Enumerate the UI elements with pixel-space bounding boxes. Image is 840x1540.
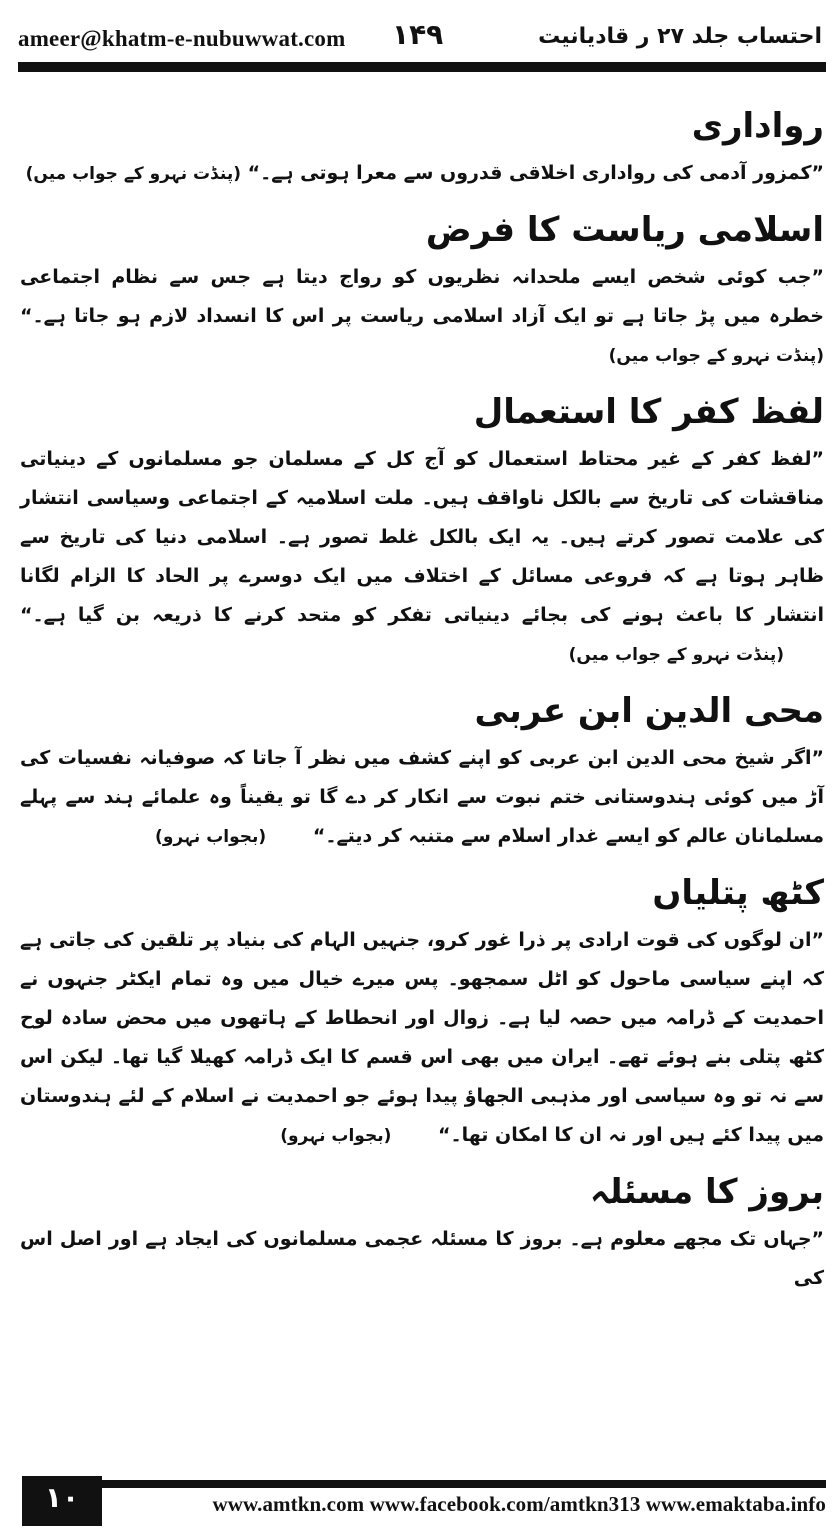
quote-attribution: (پنڈت نہرو کے جواب میں) [25,164,241,184]
quote-puppets [20,921,824,1156]
book-title: احتساب جلد ۲۷ ر قادیانیت [538,24,822,49]
quote-text: ”لفظ کفر کے غیر محتاط استعمال کو آج کل کے مسلمان جو مسلمانوں کے دینیاتی مناقشات کی تاریخ سے بالکل ناواقف ہیں۔ ملت اسلامیہ کے اجتماعی وسیاسی انتشار کی علامت تصور کرتے ہیں۔ یہ ایک بالکل غلط تصور ہے۔ اسلامی دنیا کی تاریخ سے ظاہر ہوتا ہے کہ فروعی مسائل کے اختلاف میں ایک دوسرے پر الحاد کا الزام لگانا انتشار کا باعث ہونے کی بجائے دینیاتی تفکر کو متحد کرنے کا ذریعہ بن گیا ہے۔“ [20,448,824,626]
quote-attribution: (بجواب نہرو) [280,1126,392,1146]
heading-puppets: کٹھ پتلیاں [652,873,824,913]
footer-page-marker: ۱۰ [22,1476,102,1526]
quote-use-of-kufr [20,440,824,675]
heading-rawadari: رواداری [691,106,824,146]
page-content [20,100,824,1308]
quote-islamic-state-duty [20,258,824,376]
quote-attribution: (پنڈت نہرو کے جواب میں) [608,346,824,366]
page-footer [22,1476,826,1526]
header-email: ameer@khatm-e-nubuwwat.com [18,26,346,51]
page-number: ۱۴۹ [392,18,444,51]
heading-ibn-arabi: محی الدین ابن عربی [474,691,824,731]
footer-divider [102,1480,826,1488]
quote-text: ”کمزور آدمی کی رواداری اخلاقی قدروں سے معرا ہوتی ہے۔“ [247,162,824,184]
page-header [18,14,826,60]
heading-islamic-state-duty: اسلامی ریاست کا فرض [425,210,824,250]
heading-buruz: بروز کا مسئلہ [589,1172,824,1212]
footer-urls[interactable]: www.amtkn.com www.facebook.com/amtkn313 www.emaktaba.info [212,1492,826,1516]
header-divider [18,62,826,72]
quote-text: ”جب کوئی شخص ایسے ملحدانہ نظریوں کو رواج دیتا ہے جس سے نظام اجتماعی خطرہ میں پڑ جاتا ہے تو ایک آزاد اسلامی ریاست پر اس کا انسداد لازم ہو جاتا ہے۔“ [20,266,824,327]
quote-text: ”ان لوگوں کی قوت ارادی پر ذرا غور کرو، جنہیں الہام کی بنیاد پر تلقین کی جاتی ہے کہ اپنے سیاسی ماحول کو اٹل سمجھو۔ پس میرے خیال میں وہ تمام ایکٹر جنہوں نے احمدیت کے ڈرامہ میں حصہ لیا ہے۔ زوال اور انحطاط کے ہاتھوں میں محض سادہ لوح کٹھ پتلی بنے ہوئے تھے۔ ایران میں بھی اس قسم کا ایک ڈرامہ کھیلا گیا تھا۔ لیکن اس سے نہ تو وہ سیاسی اور مذہبی الجھاؤ پیدا ہوئے جو احمدیت نے اسلام کے لئے ہندوستان میں پیدا کئے ہیں اور نہ ان کا امکان تھا۔“ [20,929,824,1146]
quote-attribution: (پنڈت نہرو کے جواب میں) [568,645,784,665]
quote-ibn-arabi [20,739,824,857]
quote-text: ”اگر شیخ محی الدین ابن عربی کو اپنے کشف میں نظر آ جاتا کہ صوفیانہ نفسیات کی آڑ میں کوئی ہندوستانی ختم نبوت سے انکار کر دے گا تو یقیناً وہ علمائے ہند سے پہلے مسلمانان عالم کو ایسے غدار اسلام سے متنبہ کر دیتے۔“ [20,747,824,847]
quote-text: ”جہاں تک مجھے معلوم ہے۔ بروز کا مسئلہ عجمی مسلمانوں کی ایجاد ہے اور اصل اس کی [20,1228,824,1289]
quote-buruz [20,1220,824,1298]
heading-use-of-kufr: لفظ کفر کا استعمال [473,392,824,432]
quote-rawadari [20,154,824,194]
quote-attribution: (بجواب نہرو) [155,827,267,847]
